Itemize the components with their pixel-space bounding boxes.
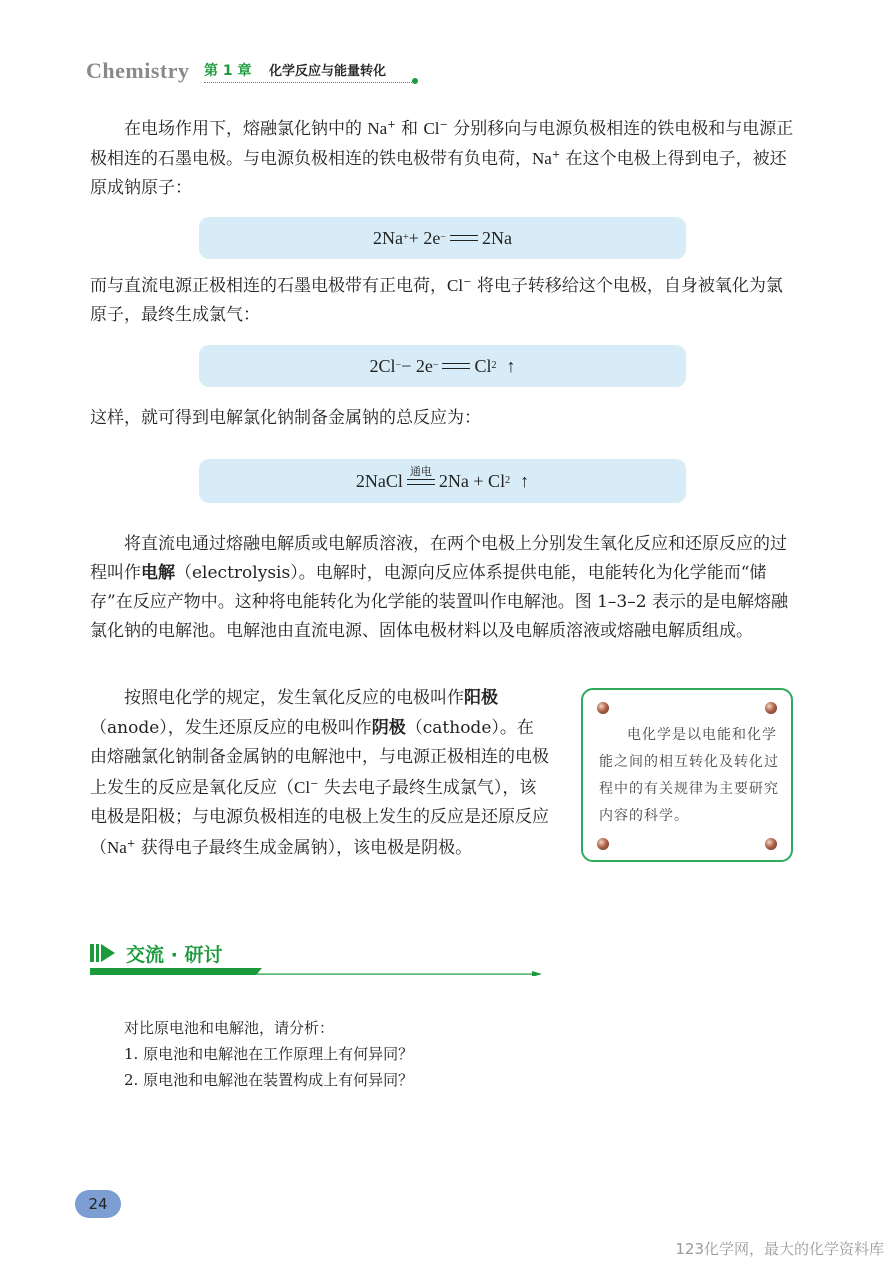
rivet-icon [765,838,777,850]
gas-arrow-icon: ↑ [506,355,516,376]
term-cathode: 阴极 [371,717,406,738]
paragraph-1: 在电场作用下，熔融氯化钠中的 Na+ 和 Cl− 分别移向与电源负极相连的铁电极和与电源正极相连的石墨电极。与电源负极相连的铁电极带有负电荷，Na+ 在这个电极上得到电子，被还原成钠原子： [90,119,794,198]
side-note [581,688,793,862]
section-header [90,938,542,978]
paragraph-5: 按照电化学的规定，发生氧化反应的电极叫作阳极（anode），发生还原反应的电极叫作阴极（cathode）。在由熔融氯化钠制备金属钠的电解池中，与电源正极相连的电极上发生的反应是氧化反应（Cl− 失去电子最终生成氯气），该电极是阳极；与电源负极相连的电极上发生的反应是还原反应（Na+ 获得电子最终生成金属钠），该电极是阴极。 [90,688,549,858]
equals-sign [442,363,470,369]
footer-watermark: 123化学网，最大的化学资料库 [675,1240,884,1258]
paragraph-3: 这样，就可得到电解氯化钠制备金属钠的总反应为： [90,408,481,428]
section-title: 交流 · 研讨 [126,944,223,966]
gas-arrow-icon: ↑ [520,470,530,491]
discussion-question-2: 2. 原电池和电解池在装置构成上有何异同？ [124,1071,414,1089]
term-electrolysis: 电解 [141,563,175,583]
page-number: 24 [75,1190,121,1218]
chapter-title: 化学反应与能量转化 [269,64,387,79]
header-dot-icon [412,78,418,84]
equation-anode: 2Cl − − 2e − Cl 2 ↑ [199,345,686,387]
side-note-text: 电化学是以电能和化学能之间的相互转化及转化过程中的有关规律为主要研究内容的科学。 [599,727,779,824]
paragraph-4: 将直流电通过熔融电解质或电解质溶液，在两个电极上分别发生氧化反应和还原反应的过程叫作电解（electrolysis）。电解时，电源向反应体系提供电能，电能转化为化学能而“储存”在反应产物中。这种将电能转化为化学能的装置叫作电解池。图 1–3–2 表示的是电解熔融氯化钠的电解池。电解池由直流电源、固体电极材料以及电解质溶液或熔融电解质组成。 [90,534,788,641]
page-header [86,56,426,90]
discussion-intro: 对比原电池和电解池，请分析： [124,1019,335,1037]
brand-title: Chemistry [86,58,190,83]
equation-overall: 2NaCl 通电 2Na + Cl 2 ↑ [199,459,686,503]
rivet-icon [597,838,609,850]
equals-sign [450,235,478,241]
header-divider [204,82,412,83]
discussion-question-1: 1. 原电池和电解池在工作原理上有何异同？ [124,1045,414,1063]
rivet-icon [765,702,777,714]
condition-equals: 通电 [407,466,435,485]
play-arrow-icon [90,942,116,964]
paragraph-2: 而与直流电源正极相连的石墨电极带有正电荷，Cl− 将电子转移给这个电极，自身被氧化为氯原子，最终生成氯气： [90,276,783,325]
equation-cathode: 2Na + + 2e − 2Na [199,217,686,259]
chapter-label: 第 1 章 [204,63,252,79]
term-anode: 阳极 [464,688,498,708]
section-underline [90,968,542,976]
rivet-icon [597,702,609,714]
